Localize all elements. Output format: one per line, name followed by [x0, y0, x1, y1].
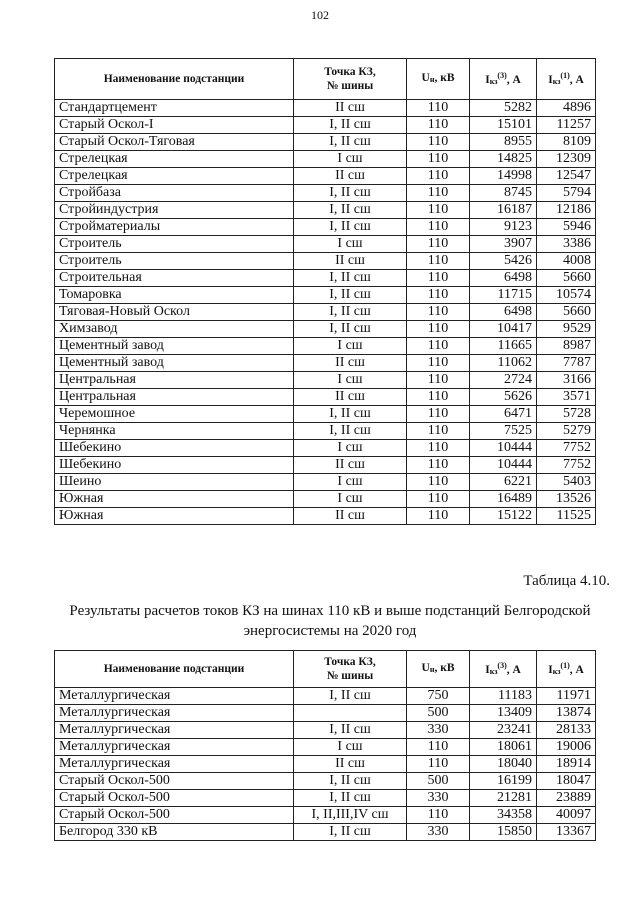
cell-substation-name: Стройиндустрия [55, 202, 294, 219]
header-voltage [407, 59, 470, 100]
header-i1-symbol: I [548, 664, 553, 676]
cell-fault-point: I, II сш [294, 219, 407, 236]
cell-current-3ph: 18040 [470, 756, 537, 773]
header-fault-point-line1: Точка КЗ, [324, 656, 376, 668]
header-i3-unit: , А [506, 74, 521, 86]
cell-substation-name: Стройбаза [55, 185, 294, 202]
table-row [55, 389, 596, 406]
cell-voltage: 110 [407, 202, 470, 219]
cell-current-3ph: 14998 [470, 168, 537, 185]
cell-voltage: 110 [407, 406, 470, 423]
cell-substation-name: Стандартцемент [55, 100, 294, 117]
table-row [55, 457, 596, 474]
header-voltage-unit: , кВ [434, 662, 455, 674]
cell-current-3ph: 11062 [470, 355, 537, 372]
table-row [55, 185, 596, 202]
cell-current-3ph: 16187 [470, 202, 537, 219]
cell-substation-name: Старый Оскол-500 [55, 807, 294, 824]
header-voltage-symbol: U [421, 72, 430, 84]
cell-voltage: 330 [407, 824, 470, 841]
cell-current-1ph: 4896 [537, 100, 596, 117]
cell-substation-name: Металлургическая [55, 739, 294, 756]
cell-voltage: 110 [407, 253, 470, 270]
cell-current-1ph: 5279 [537, 423, 596, 440]
cell-current-3ph: 23241 [470, 722, 537, 739]
cell-voltage: 110 [407, 474, 470, 491]
header-current-1ph [537, 651, 596, 688]
cell-current-3ph: 10444 [470, 440, 537, 457]
cell-current-3ph: 8955 [470, 134, 537, 151]
header-i3-sup: (3) [497, 71, 507, 80]
cell-substation-name: Южная [55, 508, 294, 525]
cell-fault-point: I, II сш [294, 202, 407, 219]
cell-current-3ph: 6498 [470, 304, 537, 321]
table-row [55, 756, 596, 773]
substation-table-2 [54, 650, 596, 841]
substation-table-1 [54, 58, 596, 525]
cell-substation-name: Черемошное [55, 406, 294, 423]
cell-current-1ph: 4008 [537, 253, 596, 270]
cell-current-1ph: 12309 [537, 151, 596, 168]
cell-substation-name: Химзавод [55, 321, 294, 338]
cell-voltage: 110 [407, 151, 470, 168]
cell-fault-point: I, II сш [294, 304, 407, 321]
cell-substation-name: Тяговая-Новый Оскол [55, 304, 294, 321]
table-row [55, 287, 596, 304]
cell-current-3ph: 10444 [470, 457, 537, 474]
cell-voltage: 110 [407, 807, 470, 824]
caption-line-2: энергосистемы на 2020 год [243, 623, 417, 639]
cell-voltage: 500 [407, 705, 470, 722]
cell-current-3ph: 16199 [470, 773, 537, 790]
cell-current-1ph: 28133 [537, 722, 596, 739]
cell-substation-name: Чернянка [55, 423, 294, 440]
cell-voltage: 110 [407, 756, 470, 773]
cell-fault-point: I сш [294, 440, 407, 457]
cell-substation-name: Металлургическая [55, 688, 294, 705]
table-row [55, 722, 596, 739]
cell-current-1ph: 40097 [537, 807, 596, 824]
cell-current-3ph: 6471 [470, 406, 537, 423]
table-row [55, 168, 596, 185]
header-i1-sup: (1) [560, 661, 570, 670]
cell-current-3ph: 14825 [470, 151, 537, 168]
cell-fault-point: II сш [294, 508, 407, 525]
cell-substation-name: Цементный завод [55, 338, 294, 355]
cell-current-1ph: 10574 [537, 287, 596, 304]
cell-fault-point: I, II сш [294, 773, 407, 790]
table-row [55, 423, 596, 440]
cell-voltage: 110 [407, 355, 470, 372]
cell-current-1ph: 13874 [537, 705, 596, 722]
cell-substation-name: Строитель [55, 236, 294, 253]
cell-fault-point: I, II сш [294, 270, 407, 287]
cell-fault-point [294, 705, 407, 722]
cell-voltage: 110 [407, 739, 470, 756]
cell-fault-point: I, II сш [294, 185, 407, 202]
table-row [55, 117, 596, 134]
table-row [55, 824, 596, 841]
table-row [55, 134, 596, 151]
header-i3-unit: , А [506, 664, 521, 676]
cell-voltage: 110 [407, 100, 470, 117]
cell-current-3ph: 34358 [470, 807, 537, 824]
cell-voltage: 110 [407, 134, 470, 151]
cell-voltage: 110 [407, 338, 470, 355]
cell-fault-point: I, II сш [294, 688, 407, 705]
cell-current-3ph: 2724 [470, 372, 537, 389]
cell-fault-point: II сш [294, 355, 407, 372]
cell-current-3ph: 11183 [470, 688, 537, 705]
table-label: Таблица 4.10. [523, 573, 610, 589]
table-header-row [55, 59, 596, 100]
cell-substation-name: Строитель [55, 253, 294, 270]
table-row [55, 236, 596, 253]
page-number: 102 [311, 8, 329, 22]
header-i1-sub: кз [552, 667, 561, 676]
table-row [55, 100, 596, 117]
cell-current-3ph: 13409 [470, 705, 537, 722]
table-row [55, 304, 596, 321]
header-i3-sub: кз [489, 667, 498, 676]
cell-substation-name: Старый Оскол-Тяговая [55, 134, 294, 151]
cell-voltage: 110 [407, 423, 470, 440]
cell-current-3ph: 21281 [470, 790, 537, 807]
table-row [55, 406, 596, 423]
caption-line-1: Результаты расчетов токов КЗ на шинах 110 кВ и выше подстанций Белгородской [69, 603, 591, 619]
cell-current-1ph: 7752 [537, 457, 596, 474]
cell-voltage: 110 [407, 270, 470, 287]
header-voltage-sub: н [429, 665, 435, 674]
cell-fault-point: II сш [294, 168, 407, 185]
cell-current-1ph: 8109 [537, 134, 596, 151]
cell-fault-point: I, II сш [294, 423, 407, 440]
cell-current-3ph: 15122 [470, 508, 537, 525]
header-voltage-symbol: U [421, 662, 430, 674]
header-i3-sub: кз [489, 77, 498, 86]
cell-voltage: 110 [407, 508, 470, 525]
cell-fault-point: I, II сш [294, 824, 407, 841]
cell-current-3ph: 5426 [470, 253, 537, 270]
cell-current-3ph: 6221 [470, 474, 537, 491]
header-i1-unit: , А [569, 74, 584, 86]
cell-substation-name: Цементный завод [55, 355, 294, 372]
cell-substation-name: Металлургическая [55, 756, 294, 773]
cell-substation-name: Стрелецкая [55, 151, 294, 168]
header-i3-sup: (3) [497, 661, 507, 670]
header-i1-unit: , А [569, 664, 584, 676]
cell-voltage: 750 [407, 688, 470, 705]
cell-current-1ph: 5660 [537, 270, 596, 287]
cell-current-1ph: 7752 [537, 440, 596, 457]
cell-voltage: 110 [407, 236, 470, 253]
cell-current-1ph: 12547 [537, 168, 596, 185]
cell-substation-name: Шеино [55, 474, 294, 491]
cell-fault-point: I сш [294, 474, 407, 491]
header-substation-name: Наименование подстанции [55, 59, 294, 100]
cell-current-3ph: 3907 [470, 236, 537, 253]
cell-current-1ph: 5728 [537, 406, 596, 423]
cell-current-1ph: 3571 [537, 389, 596, 406]
cell-substation-name: Стройматериалы [55, 219, 294, 236]
cell-current-1ph: 9529 [537, 321, 596, 338]
cell-substation-name: Белгород 330 кВ [55, 824, 294, 841]
cell-substation-name: Томаровка [55, 287, 294, 304]
cell-current-1ph: 23889 [537, 790, 596, 807]
cell-voltage: 110 [407, 168, 470, 185]
table-row [55, 474, 596, 491]
cell-voltage: 110 [407, 185, 470, 202]
cell-voltage: 110 [407, 304, 470, 321]
cell-voltage: 330 [407, 790, 470, 807]
cell-fault-point: II сш [294, 253, 407, 270]
table-row [55, 705, 596, 722]
table-row [55, 253, 596, 270]
cell-current-3ph: 5626 [470, 389, 537, 406]
cell-voltage: 110 [407, 389, 470, 406]
header-voltage-unit: , кВ [434, 72, 455, 84]
cell-fault-point: I сш [294, 372, 407, 389]
table-header-row [55, 651, 596, 688]
header-voltage-sub: н [429, 75, 435, 84]
cell-current-1ph: 5660 [537, 304, 596, 321]
cell-current-3ph: 11665 [470, 338, 537, 355]
cell-fault-point: I, II сш [294, 321, 407, 338]
cell-current-3ph: 15850 [470, 824, 537, 841]
cell-substation-name: Южная [55, 491, 294, 508]
cell-current-1ph: 13526 [537, 491, 596, 508]
cell-substation-name: Старый Оскол-I [55, 117, 294, 134]
cell-fault-point: II сш [294, 389, 407, 406]
header-i1-sup: (1) [560, 71, 570, 80]
cell-voltage: 110 [407, 219, 470, 236]
cell-voltage: 110 [407, 372, 470, 389]
cell-fault-point: II сш [294, 100, 407, 117]
cell-current-1ph: 8987 [537, 338, 596, 355]
cell-voltage: 330 [407, 722, 470, 739]
table-2-body [55, 688, 596, 841]
cell-substation-name: Старый Оскол-500 [55, 773, 294, 790]
cell-fault-point: I сш [294, 151, 407, 168]
cell-current-1ph: 11971 [537, 688, 596, 705]
cell-fault-point: I сш [294, 236, 407, 253]
table-row [55, 338, 596, 355]
cell-voltage: 110 [407, 287, 470, 304]
cell-substation-name: Центральная [55, 389, 294, 406]
cell-current-1ph: 3386 [537, 236, 596, 253]
cell-fault-point: I, II сш [294, 134, 407, 151]
cell-current-1ph: 18047 [537, 773, 596, 790]
cell-current-3ph: 9123 [470, 219, 537, 236]
cell-current-1ph: 13367 [537, 824, 596, 841]
table-row [55, 151, 596, 168]
header-i1-symbol: I [548, 74, 553, 86]
cell-current-3ph: 16489 [470, 491, 537, 508]
header-current-3ph [470, 59, 537, 100]
cell-substation-name: Строительная [55, 270, 294, 287]
header-fault-point-line2: № шины [326, 80, 374, 92]
cell-voltage: 110 [407, 440, 470, 457]
cell-fault-point: I сш [294, 338, 407, 355]
cell-current-1ph: 5794 [537, 185, 596, 202]
cell-current-1ph: 12186 [537, 202, 596, 219]
cell-fault-point: I сш [294, 491, 407, 508]
header-current-3ph [470, 651, 537, 688]
cell-voltage: 110 [407, 491, 470, 508]
table-row [55, 790, 596, 807]
cell-current-1ph: 19006 [537, 739, 596, 756]
cell-fault-point: II сш [294, 457, 407, 474]
cell-substation-name: Центральная [55, 372, 294, 389]
cell-fault-point: I, II сш [294, 287, 407, 304]
header-fault-point-line2: № шины [326, 670, 374, 682]
header-fault-point-line1: Точка КЗ, [324, 66, 376, 78]
cell-voltage: 110 [407, 457, 470, 474]
cell-voltage: 110 [407, 117, 470, 134]
table-row [55, 202, 596, 219]
table-row [55, 491, 596, 508]
header-fault-point [294, 651, 407, 688]
cell-fault-point: II сш [294, 756, 407, 773]
header-i1-sub: кз [552, 77, 561, 86]
cell-current-3ph: 5282 [470, 100, 537, 117]
cell-fault-point: I, II сш [294, 722, 407, 739]
cell-substation-name: Металлургическая [55, 722, 294, 739]
cell-current-3ph: 8745 [470, 185, 537, 202]
cell-current-1ph: 7787 [537, 355, 596, 372]
cell-voltage: 500 [407, 773, 470, 790]
cell-fault-point: I, II сш [294, 790, 407, 807]
cell-current-3ph: 6498 [470, 270, 537, 287]
cell-fault-point: I, II сш [294, 406, 407, 423]
cell-fault-point: I, II сш [294, 117, 407, 134]
header-fault-point [294, 59, 407, 100]
cell-substation-name: Металлургическая [55, 705, 294, 722]
cell-current-3ph: 15101 [470, 117, 537, 134]
table-row [55, 270, 596, 287]
cell-current-1ph: 5403 [537, 474, 596, 491]
table-row [55, 219, 596, 236]
cell-substation-name: Старый Оскол-500 [55, 790, 294, 807]
cell-substation-name: Шебекино [55, 440, 294, 457]
header-voltage [407, 651, 470, 688]
table-1-body [55, 100, 596, 525]
table-row [55, 807, 596, 824]
table-row [55, 440, 596, 457]
header-i3-symbol: I [485, 664, 490, 676]
cell-current-1ph: 5946 [537, 219, 596, 236]
header-substation-name: Наименование подстанции [55, 651, 294, 688]
cell-current-1ph: 11525 [537, 508, 596, 525]
cell-current-1ph: 18914 [537, 756, 596, 773]
table-row [55, 355, 596, 372]
table-caption [40, 601, 620, 641]
table-row [55, 372, 596, 389]
table-row [55, 773, 596, 790]
cell-current-3ph: 10417 [470, 321, 537, 338]
table-row [55, 508, 596, 525]
table-row [55, 739, 596, 756]
cell-current-3ph: 18061 [470, 739, 537, 756]
cell-voltage: 110 [407, 321, 470, 338]
table-row [55, 688, 596, 705]
table-row [55, 321, 596, 338]
header-current-1ph [537, 59, 596, 100]
cell-fault-point: I сш [294, 739, 407, 756]
cell-fault-point: I, II,III,IV сш [294, 807, 407, 824]
cell-current-1ph: 3166 [537, 372, 596, 389]
header-i3-symbol: I [485, 74, 490, 86]
cell-current-3ph: 11715 [470, 287, 537, 304]
cell-substation-name: Стрелецкая [55, 168, 294, 185]
cell-substation-name: Шебекино [55, 457, 294, 474]
cell-current-3ph: 7525 [470, 423, 537, 440]
cell-current-1ph: 11257 [537, 117, 596, 134]
